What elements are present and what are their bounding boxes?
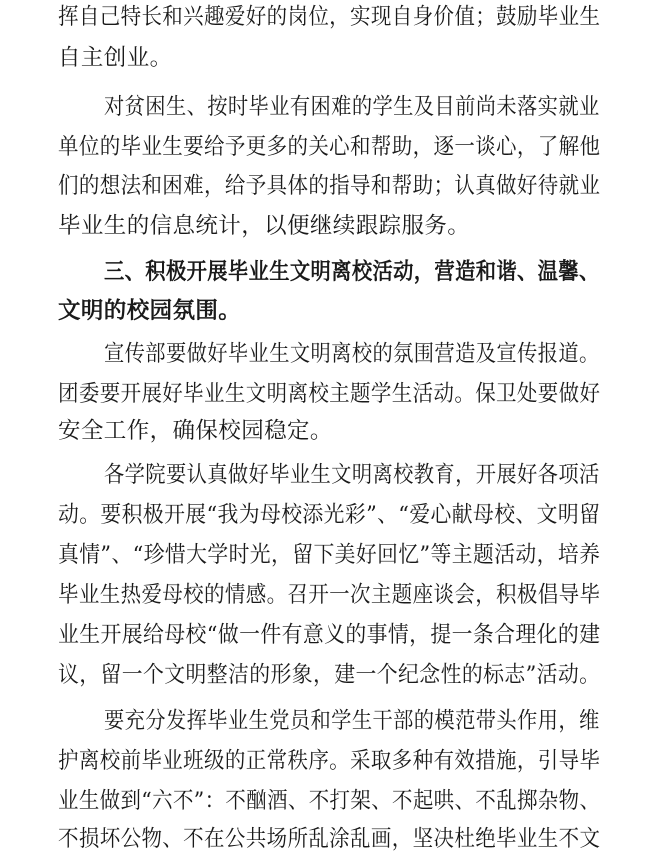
- text-line: 业生做到“六不”：不酗酒、不打架、不起哄、不乱掷杂物、: [58, 788, 601, 814]
- paragraph-first-line: 各学院要认真做好毕业生文明离校教育，开展好各项活: [104, 462, 600, 488]
- text-line: 不损坏公物、不在公共场所乱涂乱画，坚决杜绝毕业生不文: [58, 826, 601, 852]
- text-line: 毕业生热爱母校的情感。召开一次主题座谈会，积极倡导毕: [58, 582, 601, 608]
- text-line: 毕业生的信息统计，以便继续跟踪服务。: [58, 213, 471, 239]
- paragraph-first-line: 要充分发挥毕业生党员和学生干部的模范带头作用，维: [104, 708, 600, 734]
- paragraph-first-line: 对贫困生、按时毕业有困难的学生及目前尚未落实就业: [104, 94, 600, 120]
- text-line: 们的想法和困难，给予具体的指导和帮助；认真做好待就业: [58, 173, 601, 199]
- text-line: 团委要开展好毕业生文明离校主题学生活动。保卫处要做好: [58, 381, 601, 407]
- text-line: 安全工作，确保校园稳定。: [58, 418, 333, 444]
- text-line: 单位的毕业生要给予更多的关心和帮助，逐一谈心，了解他: [58, 134, 601, 160]
- section-heading-continued: 文明的校园氛围。: [58, 298, 242, 324]
- text-line: 议，留一个文明整洁的形象，建一个纪念性的标志”活动。: [58, 662, 601, 688]
- text-line: 动。要积极开展“我为母校添光彩”、“爱心献母校、文明留: [58, 502, 601, 528]
- section-heading: 三、积极开展毕业生文明离校活动，营造和谐、温馨、: [104, 259, 600, 285]
- text-line: 挥自己特长和兴趣爱好的岗位，实现自身价值；鼓励毕业生: [58, 4, 601, 30]
- text-line: 业生开展给母校“做一件有意义的事情，提一条合理化的建: [58, 622, 601, 648]
- text-line: 真情”、“珍惜大学时光，留下美好回忆”等主题活动，培养: [58, 542, 601, 568]
- text-line: 护离校前毕业班级的正常秩序。采取多种有效措施，引导毕: [58, 748, 601, 774]
- text-line: 自主创业。: [58, 45, 173, 71]
- paragraph-first-line: 宣传部要做好毕业生文明离校的氛围营造及宣传报道。: [104, 341, 600, 367]
